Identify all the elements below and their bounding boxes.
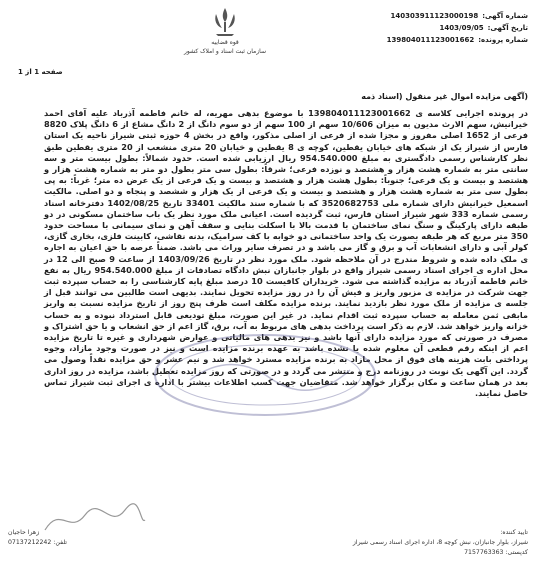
file-number-row <box>288 34 528 46</box>
notice-number-label: شماره آگهی: <box>482 12 528 20</box>
notice-number-value: 140303911123000198 <box>390 12 479 20</box>
emblem-icon <box>210 6 240 38</box>
address-row <box>8 538 528 548</box>
signer-label: تایید کننده: <box>500 529 528 536</box>
emblem-line-2: سازمان ثبت اسناد و املاک کشور <box>183 48 267 55</box>
office-address: شیراز، بلوار جانبازان، نبش کوچه 8، اداره اجرای اسناد رسمی شیراز <box>352 539 528 546</box>
notice-date-label: تاریخ آگهی: <box>487 24 528 32</box>
postal-row <box>8 548 528 558</box>
notice-body: در پرونده اجرایی کلاسه ی 139804011123001662 با موضوع بدهی مهریه، له خانم فاطمه آذرباد علیه آقای احمد خیرانیش، سهم الارث مدیون به میزان 10/606 سهم از 100 سهم از دو سوم دانگ از 2 دانگ مشاع از 6 دانگ پلاک 8820 فرعی از 1652 اصلی مفروز و مجزا شده از فرعی از اصلی مذکور، واقع در بخش 4 حوزه ثبتی شیراز ناحیه یک استان فارس از شیراز یک از شبکه های خیابان یقطین، کوچه ی 8 یقطین و خیابان 20 متری منشعب از 20 متری یقطین طبق نظر کارشناس رسمی دادگستری به مبلغ 954.540.000 ریال ارزیابی شده است. حدود شمالاً: بطول بیست متر و سه سانتی متر به شماره هشت هزار و هشتصد و نوزده فرعی؛ شرقاً: بطول سی متر بطول دو متر به شماره هشت هزار و هشتصد و بیست و یک فرعی؛ جنوباً: بطول هشت هزار و هشتصد و بیست و یک فرعی از یک عرض ده متر؛ غرباً: به پی بطول سی متر به شماره هشت هزار و هشتصد و بیست و یک فرعی از یک هزار و ششصد و پنجاه و دو اصلی. مالکیت اسمعیل خیرانیش دارای شماره ملی 3520682753 که با شماره سند مالکیت 33401 تاریخ 1402/08/25 دفترخانه اسناد رسمی شماره 333 شهر شیراز استان فارس، ثبت گردیده است. اعیانی ملک مورد نظر یک باب ساختمان مسکونی در دو طبقه دارای پارکینگ و سنگ نمای ساختمان با قدمت بالا با اسکلت بنایی و سقف آهن و نمای سیمانی با مساحت حدود 350 متر مربع که هر طبقه بصورت یک واحد ساختمانی دو خوابه با کف سرامیک، بدنه نقاشی، کابینت فلزی، بخاری گازی، کولر آبی و دارای انشعابات آب و برق و گاز می باشد و در تصرف سایر وراث می باشد. ضمناً عرصه با حق اعیان به اجاره ی ملک داده شده و شروط مندرج در آن ملاحظه شود. ملک مورد نظر در تاریخ 1403/09/26 از ساعت 9 صبح الی 12 در محل اداره ی اجرای اسناد رسمی شیراز واقع در بلوار جانبازان نبش دادگاه تصادفات از مبلغ 954.540.000 ریال به نفع خانم فاطمه آذرباد به مزایده گذاشته می شود. خریداران کافیست 10 درصد مبلغ پایه کارشناسی را به حساب سپرده ثبت جهت شرکت در مزایده ی مزبور واریز و فیش آن را در روز مزایده تحویل نمایند. بدیهی است طالبین می توانند قبل از جلسه ی مزایده از ملک مورد نظر بازدید نمایند. برنده مزایده مکلف است ظرف پنج روز از تاریخ مزایده نسبت به واریز مابقی ثمن معامله به حساب سپرده ثبت اقدام نماید. در غیر این صورت، مبلغ تودیعی قابل استرداد نبوده و به حساب خزانه واریز خواهد شد. لازم به ذکر است پرداخت بدهی های مربوط به آب، برق، گاز اعم از حق انشعاب و یا حق اشتراک و مصرف در صورتی که مورد مزایده دارای آنها باشد و نیز بدهی های مالیاتی و عوارض شهرداری و غیره تا تاریخ مزایده اعم از اینکه رقم قطعی آن معلوم شده یا نشده باشد به عهده برنده مزایده است و نیز در صورت وجود مازاد، وجوه پرداختی بابت هزینه های فوق از محل مازاد به برنده مزایده مسترد خواهد شد و نیم عشر و حق مزایده نقداً وصول می گردد. این آگهی یک نوبت در روزنامه درج و منتشر می گردد و در صورتی که روز مزایده تعطیل باشد، مزایده در روز اداری بعد در همان ساعت و مکان برگزار خواهد شد. متقاضیان جهت کسب اطلاعات بیشتر با اداره ی اجرای ثبت شیراز تماس حاصل نمایند. <box>44 108 529 399</box>
emblem-line-1: قوه قضاییه <box>211 39 239 46</box>
notice-date-value: 1403/09/05 <box>439 24 484 32</box>
file-number-label: شماره پرونده: <box>478 36 528 44</box>
signer-name: زهرا حاجیان <box>8 529 40 536</box>
notice-date-row <box>288 22 528 34</box>
judiciary-emblem <box>160 6 290 56</box>
notice-footer <box>8 528 528 558</box>
office-phone: تلفن: 07137212242 <box>8 539 67 546</box>
notice-meta <box>288 10 528 46</box>
postal-code: کدپستی: 7157763363 <box>464 549 528 556</box>
notice-number-row <box>288 10 528 22</box>
page-number: صفحه 1 از 1 <box>18 68 63 76</box>
signer-row <box>8 528 528 538</box>
notice-title: (آگهی مزایده اموال غیر منقول (اسناد ذمه <box>361 92 528 101</box>
file-number-value: 139804011123001662 <box>386 36 475 44</box>
